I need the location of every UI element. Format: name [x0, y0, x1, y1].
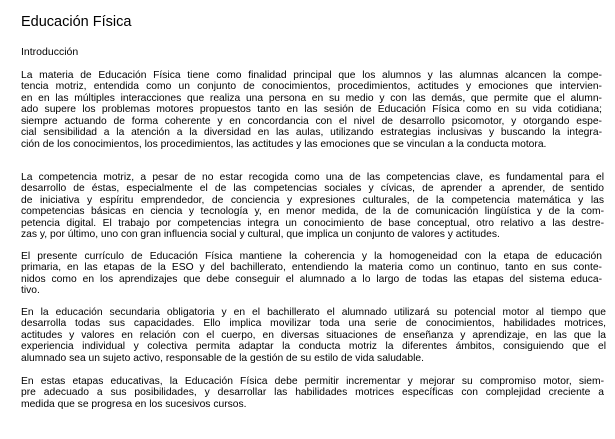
- paragraph-line: La competencia motriz, a pesar de no estar recogida como una de las competencias clave, es fundamental para el: [21, 172, 604, 183]
- section-heading: Introducción: [21, 46, 79, 58]
- paragraph-line: El presente currículo de Educación Física mantiene la coherencia y la homogeneidad con la etapa de educación: [21, 251, 602, 262]
- paragraph-line: desarrolla todas sus capacidades. Ello implica movilizar toda una serie de conocimientos, habilidades motrices,: [21, 318, 606, 330]
- paragraph-line: ado supere los problemas motores propuestos tanto en las sesión de Educación Física como en su vida cotidiana;: [21, 104, 602, 116]
- paragraph-line: cial sensibilidad a la atención a la diversidad en las aulas, utilizando estrategias inclusivas y buscando la integra-: [21, 127, 602, 139]
- paragraph-line: siempre actuando de forma coherente y en concordancia con el nivel de desarrollo psicomotor, y otorgando espe-: [21, 115, 602, 127]
- paragraph-line: competencias básicas en ciencia y tecnología y, en menor medida, de la de comunicación lingüística y de la com-: [21, 206, 604, 218]
- paragraph-line: En estas etapas educativas, la Educación Física debe permitir incrementar y mejorar su compromiso motor, siem-: [21, 376, 604, 387]
- paragraph-line: tencia motriz, entendida como un conjunto de conocimientos, procedimientos, actitudes y emociones que intervien-: [21, 81, 602, 93]
- paragraph-line: de iniciativa y espíritu emprendedor, de conciencia y expresiones culturales, de la competencia matemática y las: [21, 194, 604, 206]
- paragraph-line: nidos como en los aprendizajes que debe conseguir el alumnado a lo largo de todas las etapas del sistema educa-: [21, 273, 602, 285]
- paragraph-line: medida que se progresa en los sucesivos cursos.: [21, 398, 247, 410]
- paragraph-4: [21, 307, 606, 364]
- paragraph-line: tivo.: [21, 285, 40, 297]
- paragraph-3: [21, 251, 602, 297]
- paragraph-line: pre adecuado a sus posibilidades, y desarrollar las habilidades motrices específicas con complejidad creciente a: [21, 387, 604, 399]
- document-title: Educación Física: [21, 14, 132, 30]
- paragraph-2: [21, 172, 604, 241]
- paragraph-line: primaria, en las etapas de la ESO y del bachillerato, entendiendo la materia como un continuo, tanto en sus conte-: [21, 262, 602, 274]
- paragraph-line: desarrollo de éstas, especialmente el de las competencias sociales y cívicas, de aprender a aprender, de sentido: [21, 183, 604, 195]
- paragraph-line: actitudes y valores en relación con el cuerpo, en diversas situaciones de enseñanza y aprendizaje, en las que la: [21, 329, 606, 341]
- paragraph-line: En la educación secundaria obligatoria y en el bachillerato el alumnado utilizará su potencial motor al tiempo que: [21, 307, 606, 318]
- paragraph-line: experiencia individual y colectiva permita adaptar la conducta motriz la diferentes ámbitos, consiguiendo que el: [21, 341, 606, 353]
- paragraph-line: petencia digital. El trabajo por competencias integra un conocimiento de base conceptual, otro relativo a las destre-: [21, 217, 604, 229]
- paragraph-1: [21, 70, 602, 150]
- paragraph-line: zas y, por último, uno con gran influencia social y cultural, que implica un conjunto de valores y actitudes.: [21, 229, 500, 241]
- paragraph-line: alumnado sea un sujeto activo, responsable de la gestión de su estilo de vida saludable.: [21, 352, 424, 364]
- paragraph-line: en en las múltiples interacciones que realiza una persona en su medio y con las demás, que permite que el alumn-: [21, 92, 602, 104]
- paragraph-line: La materia de Educación Física tiene como finalidad principal que los alumnos y las alumnas alcancen la compe-: [21, 70, 602, 81]
- paragraph-5: [21, 376, 604, 410]
- paragraph-line: ción de los conocimientos, los procedimientos, las actitudes y las emociones que se vinculan a la conducta motora.: [21, 138, 547, 150]
